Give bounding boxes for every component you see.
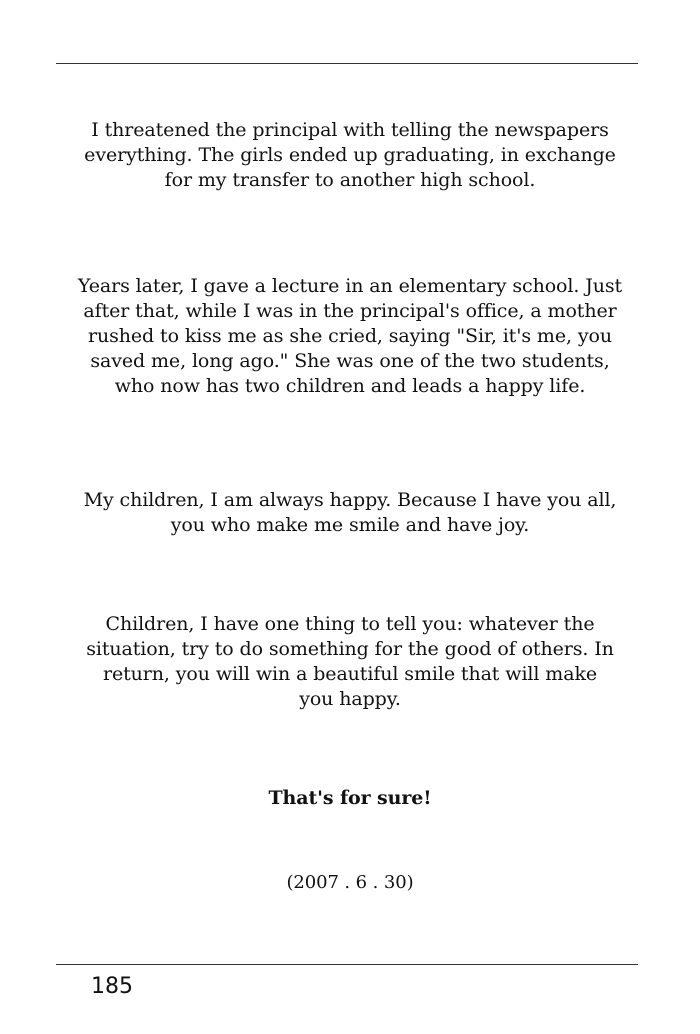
text-line: Children, I have one thing to tell you: whatever the	[105, 613, 595, 635]
text-line: you happy.	[299, 688, 401, 710]
paragraph-2	[52, 274, 648, 399]
footer-rule	[56, 964, 638, 965]
text-line: who now has two children and leads a happy life.	[114, 375, 586, 397]
date-line	[52, 870, 648, 895]
text-line: I threatened the principal with telling the newspapers	[91, 119, 609, 141]
paragraph-3	[52, 488, 648, 538]
text-line: Years later, I gave a lecture in an elementary school. Just	[77, 275, 623, 297]
header-rule	[56, 63, 638, 64]
text-line: situation, try to do something for the good of others. In	[86, 638, 614, 660]
text-line: That's for sure!	[268, 787, 432, 809]
paragraph-1	[52, 118, 648, 193]
text-line: (2007 . 6 . 30)	[286, 872, 414, 893]
text-line: for my transfer to another high school.	[164, 169, 536, 191]
paragraph-4	[52, 612, 648, 712]
closing-statement	[52, 786, 648, 811]
page-number: 185	[91, 974, 133, 999]
text-line: rushed to kiss me as she cried, saying "Sir, it's me, you	[88, 325, 612, 347]
text-line: everything. The girls ended up graduating, in exchange	[84, 144, 616, 166]
text-line: after that, while I was in the principal's office, a mother	[83, 300, 617, 322]
text-line: My children, I am always happy. Because I have you all,	[83, 489, 617, 511]
text-line: return, you will win a beautiful smile that will make	[102, 663, 598, 685]
text-line: you who make me smile and have joy.	[170, 514, 530, 536]
text-line: saved me, long ago." She was one of the two students,	[90, 350, 610, 372]
